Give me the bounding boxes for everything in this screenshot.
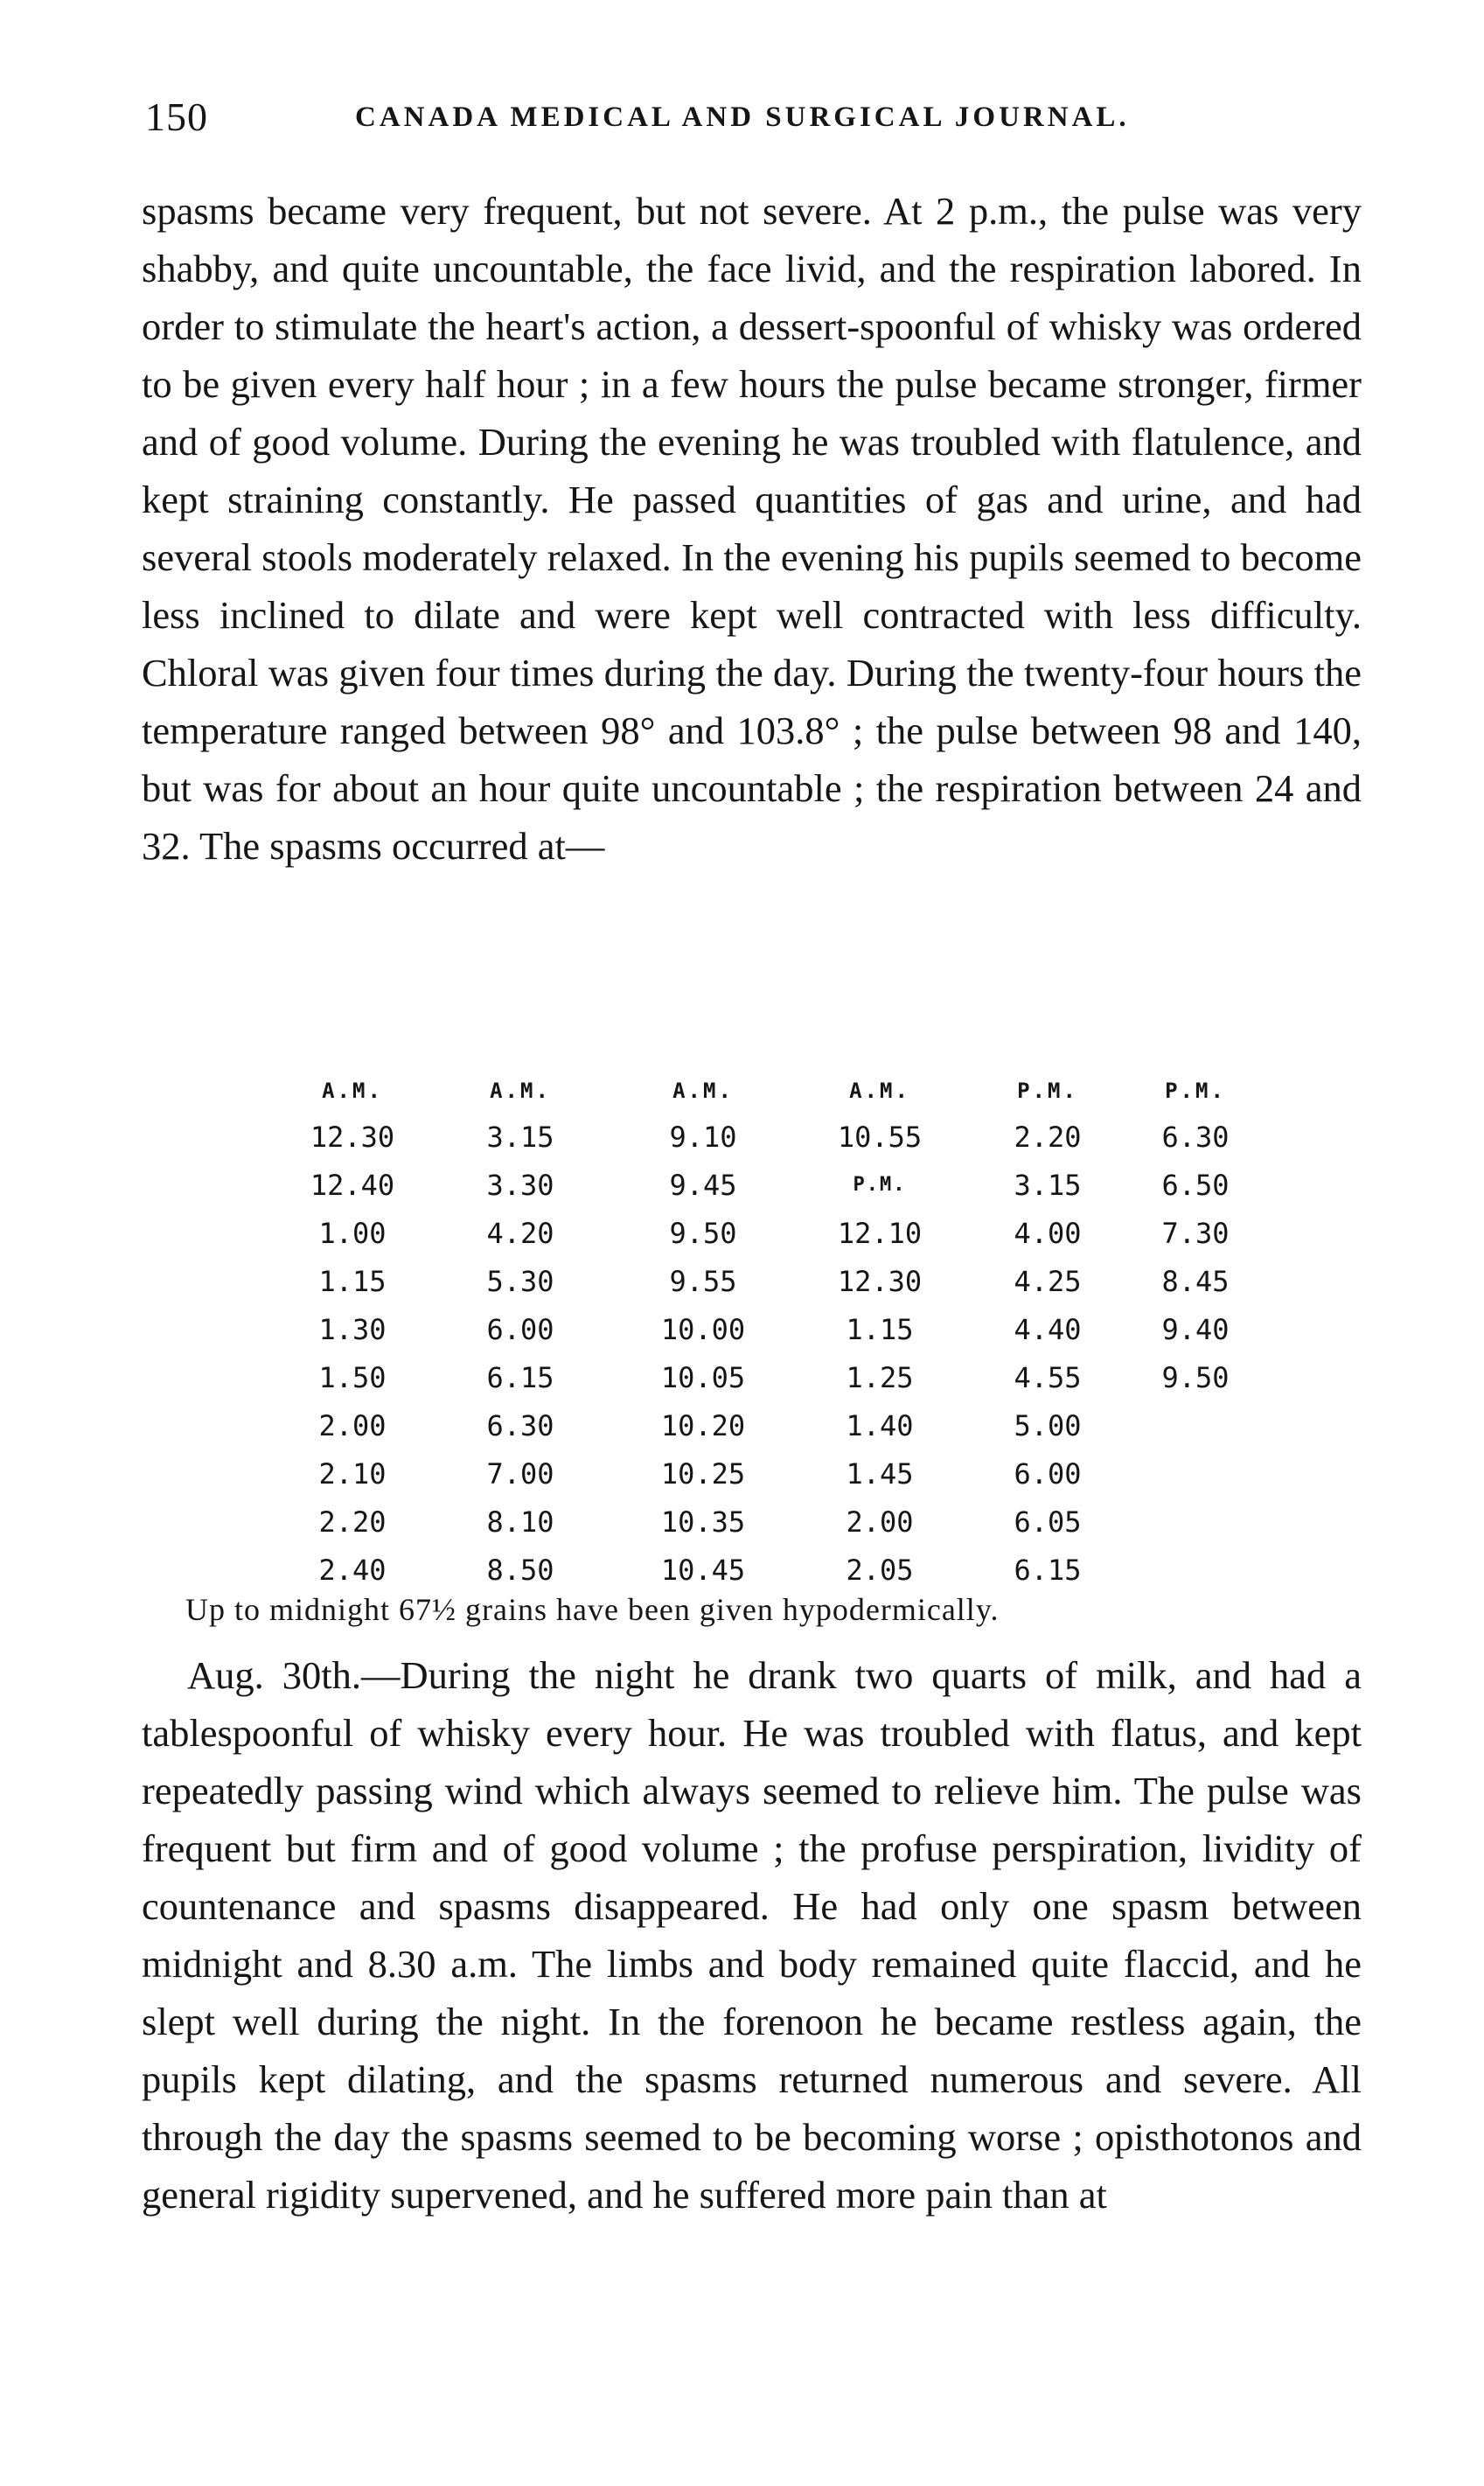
table-cell: 6.15 — [1014, 1553, 1082, 1587]
table-cell — [1130, 1401, 1261, 1449]
dosage-note: Up to midnight 67½ grains have been given hypodermically. — [185, 1592, 1000, 1627]
table-row — [276, 1305, 1261, 1353]
table-cell: 9.40 — [1161, 1312, 1230, 1346]
table-cell: 7.30 — [1161, 1216, 1230, 1250]
table-cell: 6.50 — [1161, 1168, 1230, 1202]
table-cell: 2.10 — [318, 1456, 387, 1491]
table-cell: 1.45 — [846, 1456, 914, 1491]
table-cell — [1130, 1449, 1261, 1498]
table-subheader-cell: P.M. — [853, 1174, 907, 1196]
running-head — [145, 91, 1369, 143]
table-cell: 7.00 — [486, 1456, 554, 1491]
column-header: P.M. — [1165, 1079, 1226, 1103]
table-cell: 9.50 — [669, 1216, 737, 1250]
paragraph-text: Aug. 30th.—During the night he drank two quarts of milk, and had a tablespoonful of whisky every hour. He was troubled with flatus, and kept repeatedly passing wind which always seemed to relieve him. The pulse was frequent but firm and of good volume ; the profuse perspiration, lividity of countenance and spasms disappeared. He had only one spasm between midnight and 8.30 a.m. The limbs and body remained quite flaccid, and he slept well during the night. In the forenoon he became restless again, the pupils kept dilating, and the spasms returned numerous and severe. All through the day the spasms seemed to be becoming worse ; opisthotonos and general rigidity supervened, and he suffered more pain than at — [142, 1653, 1362, 2217]
table-cell: 4.40 — [1014, 1312, 1082, 1346]
table-cell: 6.15 — [486, 1360, 554, 1394]
table-cell: 1.25 — [846, 1360, 914, 1394]
table-cell: 3.15 — [1014, 1168, 1082, 1202]
column-header: P.M. — [1017, 1079, 1078, 1103]
table-cell: 5.30 — [486, 1264, 554, 1298]
table-cell: 2.00 — [846, 1505, 914, 1539]
table-row — [276, 1113, 1261, 1161]
table-cell: 3.15 — [486, 1120, 554, 1154]
body-paragraph-1 — [142, 182, 1362, 875]
table-row — [276, 1209, 1261, 1257]
table-cell: 4.00 — [1014, 1216, 1082, 1250]
table-cell: 2.40 — [318, 1553, 387, 1587]
table-cell: 4.20 — [486, 1216, 554, 1250]
table-cell: 10.35 — [660, 1505, 746, 1539]
table-cell: 6.00 — [1014, 1456, 1082, 1491]
table-cell: 9.50 — [1161, 1360, 1230, 1394]
table-cell: 9.55 — [669, 1264, 737, 1298]
column-header: A.M. — [490, 1079, 551, 1103]
table-cell: 1.30 — [318, 1312, 387, 1346]
table-cell: 2.05 — [846, 1553, 914, 1587]
table-row — [276, 1353, 1261, 1401]
table-cell — [1130, 1546, 1261, 1594]
table-cell: 2.20 — [318, 1505, 387, 1539]
table-cell: 1.15 — [318, 1264, 387, 1298]
table-cell: 8.10 — [486, 1505, 554, 1539]
table-cell: 9.45 — [669, 1168, 737, 1202]
table-cell: 1.00 — [318, 1216, 387, 1250]
table-cell: 8.50 — [486, 1553, 554, 1587]
table-cell: 4.25 — [1014, 1264, 1082, 1298]
table-cell: 10.45 — [660, 1553, 746, 1587]
table-cell: 6.30 — [1161, 1120, 1230, 1154]
table-cell: 3.30 — [486, 1168, 554, 1202]
page-number: 150 — [145, 94, 208, 139]
spasm-times-table-wrap — [276, 1069, 1273, 1594]
table-cell: 2.00 — [318, 1408, 387, 1442]
table-cell: 6.30 — [486, 1408, 554, 1442]
column-header: A.M. — [322, 1079, 383, 1103]
column-header: A.M. — [672, 1079, 734, 1103]
table-row — [276, 1449, 1261, 1498]
table-row — [276, 1401, 1261, 1449]
table-cell: 10.55 — [837, 1120, 923, 1154]
table-cell: 12.10 — [837, 1216, 923, 1250]
table-cell: 1.40 — [846, 1408, 914, 1442]
table-cell: 9.10 — [669, 1120, 737, 1154]
table-row — [276, 1498, 1261, 1546]
table-header-row — [276, 1069, 1261, 1113]
table-cell: 12.30 — [310, 1120, 395, 1154]
table-cell: 6.05 — [1014, 1505, 1082, 1539]
table-row — [276, 1161, 1261, 1209]
table-cell: 5.00 — [1014, 1408, 1082, 1442]
table-cell: 12.30 — [837, 1264, 923, 1298]
table-cell — [1130, 1498, 1261, 1546]
table-cell: 6.00 — [486, 1312, 554, 1346]
table-cell: 2.20 — [1014, 1120, 1082, 1154]
table-cell: 10.05 — [660, 1360, 746, 1394]
table-cell: 10.00 — [660, 1312, 746, 1346]
paragraph-text: spasms became very frequent, but not severe. At 2 p.m., the pulse was very shabby, and quite uncountable, the face livid, and the respiration labored. In order to stimulate the heart's action, a dessert-spoonful of whisky was ordered to be given every half hour ; in a few hours the pulse became stronger, firmer and of good volume. During the evening he was troubled with flatulence, and kept straining constantly. He passed quantities of gas and urine, and had several stools moderately relaxed. In the evening his pupils seemed to become less inclined to dilate and were kept well contracted with less difficulty. Chloral was given four times during the day. During the twenty-four hours the temperature ranged between 98° and 103.8° ; the pulse between 98 and 140, but was for about an hour quite uncountable ; the respiration between 24 and 32. The spasms occurred at— — [142, 189, 1362, 868]
table-cell: 4.55 — [1014, 1360, 1082, 1394]
table-cell: 8.45 — [1161, 1264, 1230, 1298]
journal-title: CANADA MEDICAL AND SURGICAL JOURNAL. — [355, 101, 1130, 133]
spasm-times-table — [276, 1069, 1261, 1594]
table-row — [276, 1546, 1261, 1594]
column-header: A.M. — [849, 1079, 910, 1103]
table-cell: 10.20 — [660, 1408, 746, 1442]
table-row — [276, 1257, 1261, 1305]
table-cell: 1.50 — [318, 1360, 387, 1394]
table-cell: 10.25 — [660, 1456, 746, 1491]
table-cell: 12.40 — [310, 1168, 395, 1202]
body-paragraph-2 — [142, 1646, 1362, 2224]
table-cell: 1.15 — [846, 1312, 914, 1346]
